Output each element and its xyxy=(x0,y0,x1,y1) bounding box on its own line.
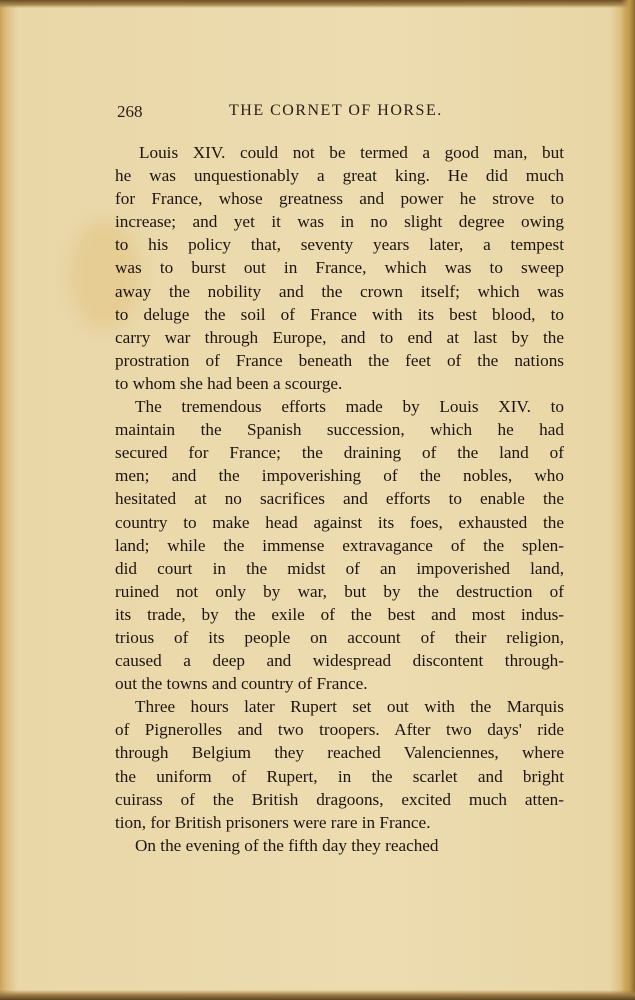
text-line: carry war through Europe, and to end at last by the xyxy=(115,327,564,347)
text-line: men; and the impoverishing of the nobles, who xyxy=(115,466,564,486)
text-line: of Pignerolles and two troopers. After two days' ride xyxy=(115,720,564,740)
paragraph xyxy=(115,695,564,834)
text-line: caused a deep and widespread discontent through- xyxy=(115,651,564,671)
running-head: THE CORNET OF HORSE. xyxy=(229,102,443,119)
page-bottom-edge xyxy=(0,990,635,1000)
page-right-edge xyxy=(621,0,635,1000)
text-line: land; while the immense extravagance of the splen- xyxy=(115,535,564,555)
text-line: to deluge the soil of France with its best blood, to xyxy=(115,304,564,324)
text-line: he was unquestionably a great king. He did much xyxy=(115,166,564,186)
text-line: On the evening of the fifth day they reached xyxy=(135,835,439,855)
text-line: country to make head against its foes, exhausted the xyxy=(115,512,564,532)
text-line: for France, whose greatness and power he strove to xyxy=(115,189,564,209)
text-line: to his policy that, seventy years later, a tempest xyxy=(115,235,564,255)
text-line: increase; and yet it was in no slight degree owing xyxy=(115,212,564,232)
text-line: did court in the midst of an impoverished land, xyxy=(115,558,564,578)
body-text xyxy=(115,141,564,857)
text-line: its trade, by the exile of the best and most indus- xyxy=(115,604,564,624)
text-line: was to burst out in France, which was to sweep xyxy=(115,258,564,278)
text-line: secured for France; the draining of the land of xyxy=(115,443,564,463)
paragraph xyxy=(115,395,564,695)
text-line: through Belgium they reached Valenciennes, where xyxy=(115,743,564,763)
text-line: ruined not only by war, but by the destruction of xyxy=(115,581,564,601)
text-line: prostration of France beneath the feet of the nations xyxy=(115,350,564,370)
text-line: Three hours later Rupert set out with the Marquis xyxy=(135,697,564,717)
paragraph xyxy=(115,834,564,857)
text-line: cuirass of the British dragoons, excited much atten- xyxy=(115,789,564,809)
text-line: Louis XIV. could not be termed a good man, but xyxy=(139,143,564,162)
text-line: hesitated at no sacrifices and efforts to enable the xyxy=(115,489,564,509)
text-line: away the nobility and the crown itself; which was xyxy=(115,281,564,301)
page-number: 268 xyxy=(117,102,143,121)
text-line: tion, for British prisoners were rare in France. xyxy=(115,812,431,832)
text-line: the uniform of Rupert, in the scarlet and bright xyxy=(115,766,564,786)
page-top-edge xyxy=(0,0,635,8)
text-line: trious of its people on account of their religion, xyxy=(115,627,564,647)
text-line: out the towns and country of France. xyxy=(115,674,368,694)
text-line: maintain the Spanish succession, which he had xyxy=(115,420,564,440)
text-line: The tremendous efforts made by Louis XIV. to xyxy=(135,397,564,417)
paragraph xyxy=(115,141,564,395)
text-line: to whom she had been a scourge. xyxy=(115,373,343,393)
